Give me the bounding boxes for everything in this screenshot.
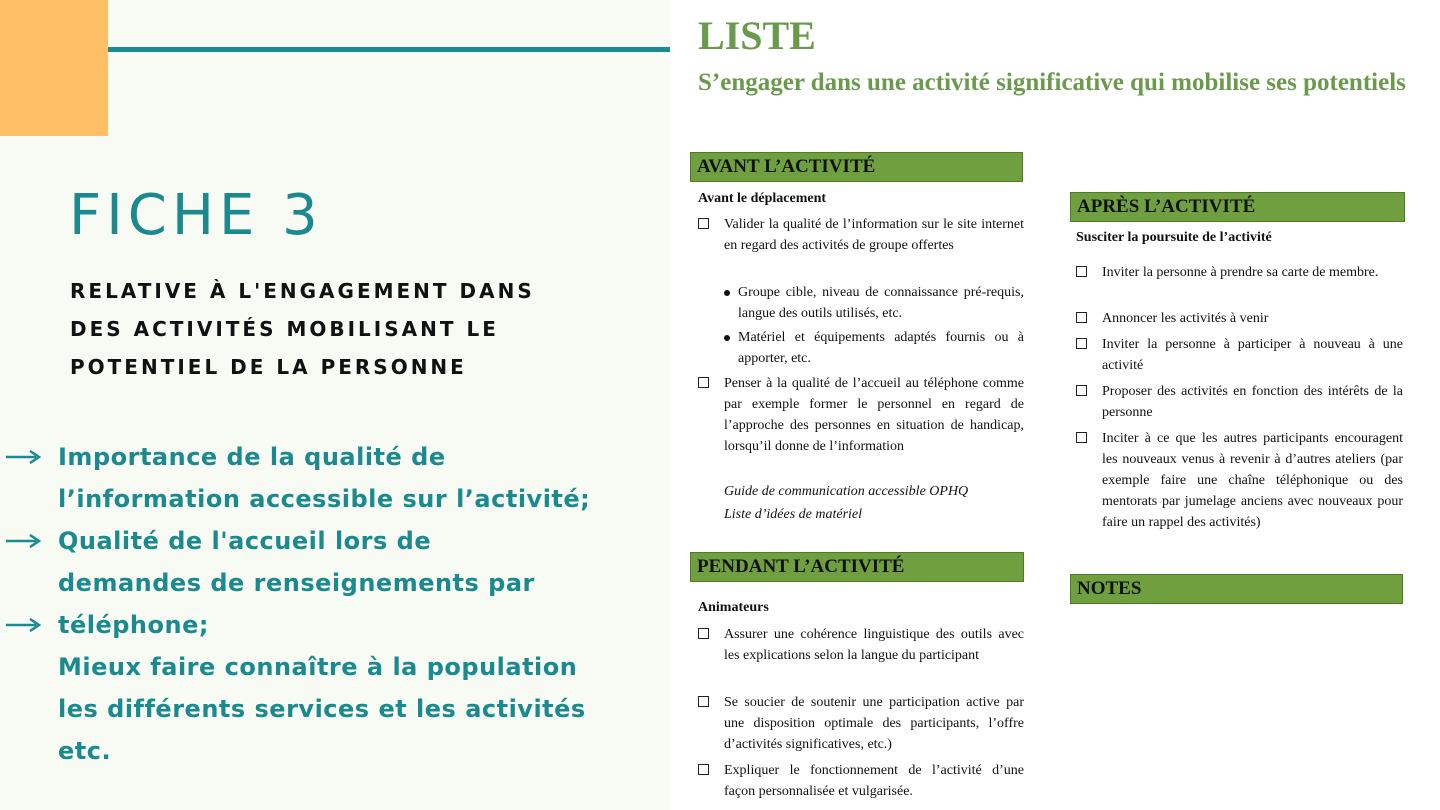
item-text: Penser à la qualité de l’accueil au téléphone comme par exemple former le personnel en regard de l’approche des personnes en situation de handicap, lorsqu’il donne de l’information [724,376,1024,454]
checklist-title: LISTE [698,13,816,58]
orange-decor-block [0,0,108,136]
key-point-line: l’information accessible sur l’activité; [58,485,591,513]
fiche-subtitle [70,272,630,386]
avant-subheader: Avant le déplacement [698,191,827,206]
resource-link[interactable]: Liste d’idées de matériel [724,507,863,522]
item-text: Proposer des activités en fonction des intérêts de la personne [1102,384,1403,420]
fiche-title: FICHE 3 [69,183,323,248]
item-text: Annoncer les activités à venir [1102,311,1269,326]
checklist-item [724,692,1024,755]
checkbox-icon[interactable] [1076,432,1087,443]
left-panel [0,0,670,810]
key-point-line: les différents services et les activités [58,695,586,723]
key-point-line: Mieux faire connaître à la population [58,653,578,681]
checklist-item [1102,381,1403,423]
checklist-item [1102,262,1403,283]
key-point-line: demandes de renseignements par [58,569,535,597]
checkbox-icon[interactable] [698,696,709,707]
item-text: Inciter à ce que les autres participants encouragent les nouveaux venus à revenir à d’autres ateliers (par exemple faire une chaîne téléphonique ou des mentorats par jumelage anciens avec nouveaux pour faire un rappel des activités) [1102,431,1403,530]
checkbox-icon[interactable] [1076,385,1087,396]
sub-bullet-text: Groupe cible, niveau de connaissance pré-requis, langue des outils utilisés, etc. [738,285,1024,321]
key-points [58,436,648,772]
arrow-right-icon [6,450,42,464]
section-header-apres: APRÈS L’ACTIVITÉ [1070,192,1405,222]
arrow-right-icon [6,534,42,548]
checkbox-icon[interactable] [698,377,709,388]
sub-bullet-text: Matériel et équipements adaptés fournis ou à apporter, etc. [738,330,1024,366]
checkbox-icon[interactable] [698,218,709,229]
sub-bullet [738,327,1024,369]
key-point-line: etc. [58,737,112,765]
item-text: Assurer une cohérence linguistique des outils avec les explications selon la langue du participant [724,627,1024,663]
checklist-item [1102,334,1403,376]
key-point-line: Qualité de l'accueil lors de [58,527,432,555]
checklist-item [724,624,1024,666]
subtitle-line: RELATIVE À L'ENGAGEMENT DANS [70,279,535,303]
subtitle-line: POTENTIEL DE LA PERSONNE [70,355,467,379]
checklist-item [1102,308,1403,329]
subtitle-line: DES ACTIVITÉS MOBILISANT LE [70,317,499,341]
section-header-avant: AVANT L’ACTIVITÉ [690,152,1023,182]
sub-bullet [738,282,1024,324]
key-point-line: téléphone; [58,611,209,639]
bullet-icon [724,290,730,296]
teal-divider [108,47,670,52]
checklist-item [724,373,1024,457]
checklist-item [1102,428,1403,533]
resource-links [724,480,1024,526]
checkbox-icon[interactable] [1076,312,1087,323]
item-text: Inviter la personne à prendre sa carte de membre. [1102,265,1379,280]
section-header-pendant: PENDANT L’ACTIVITÉ [690,552,1024,582]
key-point-line: Importance de la qualité de [58,443,446,471]
section-header-notes: NOTES [1070,574,1403,604]
checklist-item [724,760,1024,802]
item-text: Valider la qualité de l’information sur le site internet en regard des activités de groupe offertes [724,217,1024,253]
checkbox-icon[interactable] [698,764,709,775]
item-text: Expliquer le fonctionnement de l’activité d’une façon personnalisée et vulgarisée. [724,763,1024,799]
arrow-right-icon [6,618,42,632]
apres-subheader: Susciter la poursuite de l’activité [1076,230,1272,245]
checklist-panel [670,0,1440,810]
checklist-subtitle: S’engager dans une activité significative qui mobilise ses potentiels [698,69,1406,96]
pendant-subheader: Animateurs [698,600,769,615]
resource-link[interactable]: Guide de communication accessible OPHQ [724,484,969,499]
checkbox-icon[interactable] [1076,266,1087,277]
item-text: Se soucier de soutenir une participation active par une disposition optimale des participants, l’offre d’activités significatives, etc.) [724,695,1024,752]
checkbox-icon[interactable] [698,628,709,639]
checklist-item [724,214,1024,256]
bullet-icon [724,335,730,341]
item-text: Inviter la personne à participer à nouveau à une activité [1102,337,1403,373]
checkbox-icon[interactable] [1076,338,1087,349]
